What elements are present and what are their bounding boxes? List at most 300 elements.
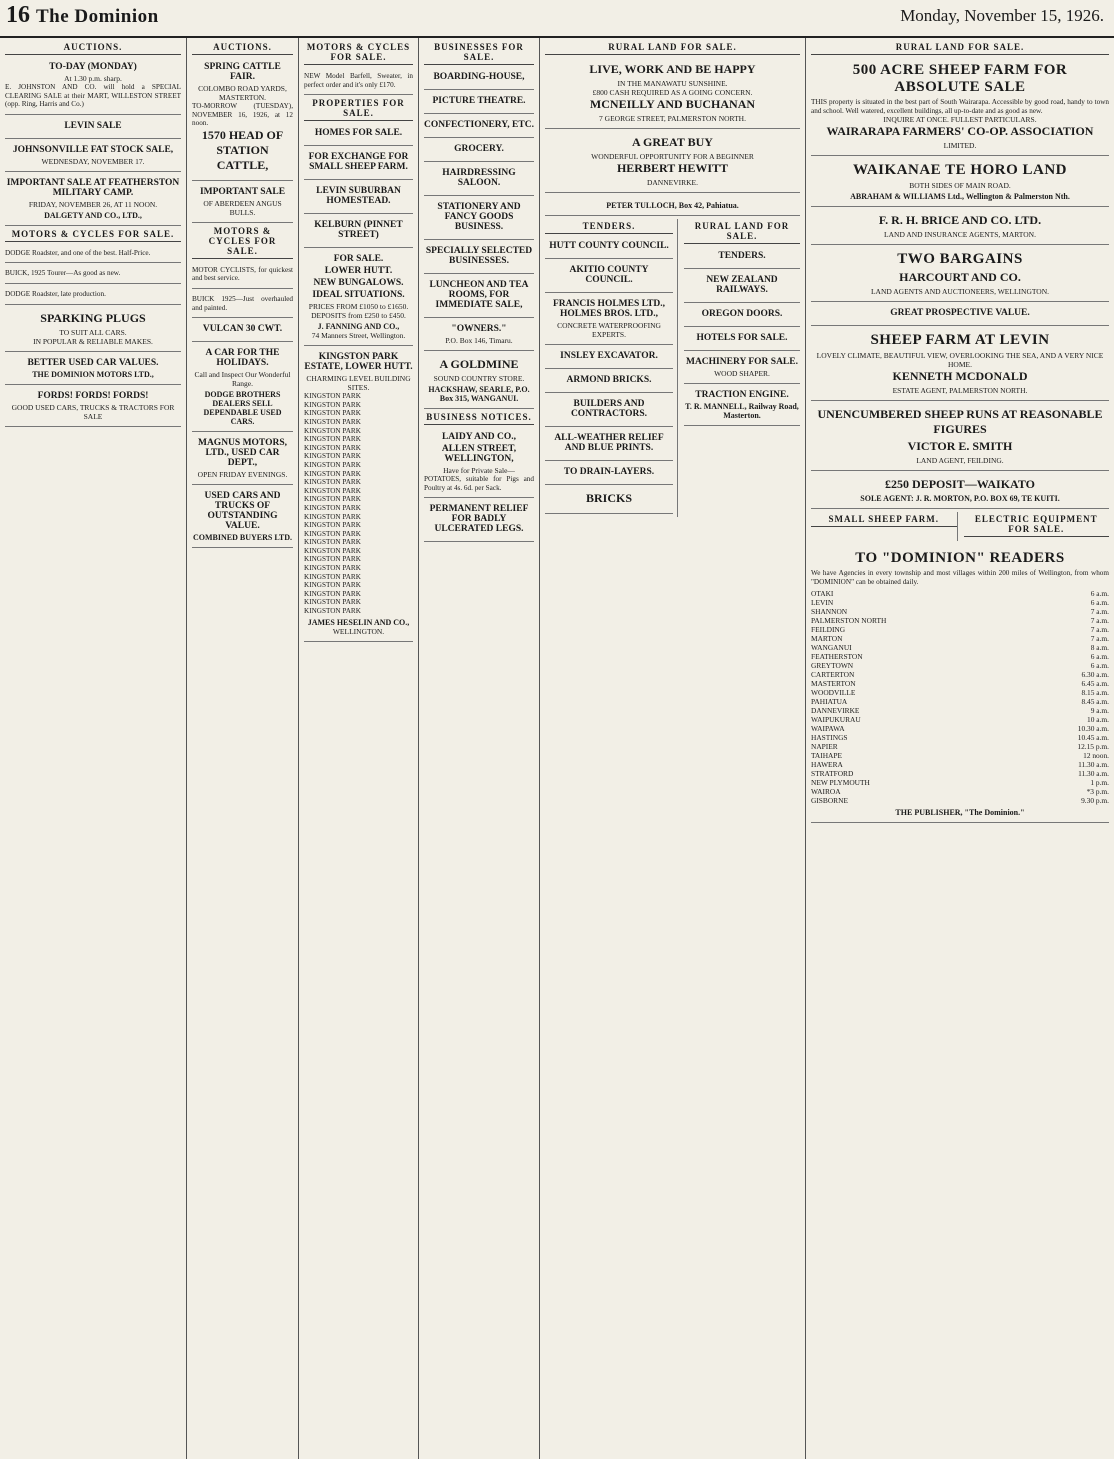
ad	[424, 93, 534, 114]
ad	[811, 305, 1109, 326]
ad-title: HOMES FOR SALE.	[314, 128, 403, 139]
ad-signature: DALGETY AND CO., LTD.,	[44, 210, 142, 220]
kingston-park-row: KINGSTON PARK	[304, 512, 361, 521]
ad	[304, 125, 413, 146]
ad-subtitle: DEPOSITS from £250 to £450.	[311, 311, 406, 321]
column-4	[419, 38, 540, 1459]
kingston-park-row: KINGSTON PARK	[304, 452, 361, 461]
kingston-park-row: KINGSTON PARK	[304, 503, 361, 512]
ad-subtitle: WONDERFUL OPPORTUNITY FOR A BEGINNER	[591, 152, 754, 161]
section-heading: ELECTRIC EQUIPMENT FOR SALE.	[964, 514, 1110, 537]
ad-signature: THE PUBLISHER, "The Dominion."	[895, 808, 1025, 818]
ad-title: MAGNUS MOTORS, LTD., USED CAR DEPT.,	[197, 438, 288, 469]
delivery-row	[811, 643, 1109, 652]
electric-equipment-column	[964, 512, 1110, 541]
rural-land-column	[684, 219, 800, 517]
ad-subtitle: IN POPULAR & RELIABLE MAKES.	[33, 336, 153, 346]
ad-signature: JAMES HESELIN AND CO.,	[307, 617, 410, 627]
ad-subtitle: SOUND COUNTRY STORE.	[433, 374, 525, 383]
ad	[545, 238, 673, 259]
ad-text: E. JOHNSTON AND CO. will hold a SPECIAL CLEARING SALE at their MART, WILLESTON STREET (opp. Ring, Harris and Co.)	[5, 83, 181, 109]
ad-title: IDEAL SITUATIONS.	[312, 290, 405, 301]
ad-text: BUICK, 1925 Tourer—As good as new.	[5, 269, 121, 278]
ad-title: LUNCHEON AND TEA ROOMS, FOR IMMEDIATE SALE,	[429, 280, 529, 310]
ad	[424, 69, 534, 90]
delivery-time: 10 a.m.	[1087, 715, 1109, 725]
ad-title: LEVIN SUBURBAN HOMESTEAD.	[316, 186, 401, 207]
delivery-row	[811, 796, 1109, 805]
delivery-place: NAPIER	[811, 742, 838, 752]
ad	[192, 292, 293, 318]
ad-subtitle: £800 CASH REQUIRED AS A GOING CONCERN.	[592, 88, 753, 97]
delivery-time: 8.45 a.m.	[1081, 697, 1109, 707]
page-number: 16	[6, 2, 30, 28]
ad-text: NEW Model Barfell, Sweater, in perfect order and it's only £170.	[304, 72, 413, 89]
ad-subtitle: ESTATE AGENT, PALMERSTON NORTH.	[892, 386, 1028, 396]
delivery-place: STRATFORD	[811, 769, 854, 779]
section-heading: TENDERS.	[545, 221, 673, 234]
ad-signature: HARCOURT AND CO.	[899, 270, 1021, 285]
kingston-park-list	[304, 392, 413, 615]
ad	[192, 435, 293, 485]
delivery-time: 6 a.m.	[1090, 652, 1109, 662]
kingston-park-row: KINGSTON PARK	[304, 392, 361, 401]
delivery-place: WAIROA	[811, 787, 841, 797]
delivery-time: 9.30 p.m.	[1081, 796, 1109, 806]
tenders-column	[545, 219, 678, 517]
ad-title: HAIRDRESSING SALOON.	[442, 168, 516, 188]
ad-title: LAIDY AND CO.,	[441, 432, 517, 442]
kingston-park-row: KINGSTON PARK	[304, 521, 361, 530]
ad	[811, 210, 1109, 245]
ad-title: GROCERY.	[454, 144, 504, 154]
section-heading: AUCTIONS.	[192, 42, 293, 55]
ad	[304, 217, 413, 248]
delivery-time: 6 a.m.	[1090, 661, 1109, 671]
ad-subtitle: DANNEVIRKE.	[646, 178, 699, 187]
ad	[424, 501, 534, 542]
delivery-time: 12 noon.	[1083, 751, 1109, 761]
column-3	[299, 38, 419, 1459]
ad	[5, 388, 181, 427]
ad-signature: J. FANNING AND CO.,	[317, 322, 400, 332]
delivery-place: GISBORNE	[811, 796, 848, 806]
ad	[684, 248, 800, 269]
ad	[684, 354, 800, 384]
ad-title: KELBURN (PINNET STREET)	[314, 220, 403, 241]
ad	[192, 345, 293, 432]
ad-subtitle: LIMITED.	[943, 141, 977, 151]
ad	[811, 248, 1109, 302]
ad	[424, 354, 534, 409]
ad-signature: VICTOR E. SMITH	[907, 439, 1013, 454]
ad-title: TO-DAY (MONDAY)	[49, 62, 137, 72]
ad	[5, 308, 181, 352]
section-heading: RURAL LAND FOR SALE.	[811, 42, 1109, 55]
delivery-time: 10.30 a.m.	[1077, 724, 1109, 734]
delivery-row	[811, 751, 1109, 760]
delivery-row	[811, 616, 1109, 625]
ad-title: TRACTION ENGINE.	[695, 390, 789, 400]
delivery-row	[811, 742, 1109, 751]
ad	[684, 387, 800, 426]
ad-signature: T. R. MANNELL, Railway Road, Masterton.	[685, 402, 799, 420]
kingston-park-row: KINGSTON PARK	[304, 460, 361, 469]
ad-title: USED CARS AND TRUCKS OF OUTSTANDING VALUE.	[204, 491, 281, 532]
ad	[424, 141, 534, 162]
delivery-time: 7 a.m.	[1090, 625, 1109, 635]
split-columns	[545, 219, 800, 517]
ad-subtitle: LAND AND INSURANCE AGENTS, MARTON.	[884, 230, 1036, 240]
ad	[5, 355, 181, 385]
kingston-park-row: KINGSTON PARK	[304, 581, 361, 590]
ad-title: £250 DEPOSIT—WAIKATO	[885, 477, 1035, 492]
delivery-place: FEATHERSTON	[811, 652, 863, 662]
ad-title: WAIKANAE TE HORO LAND	[852, 162, 1067, 179]
delivery-place: DANNEVIRKE	[811, 706, 860, 716]
ad-signature: COMBINED BUYERS LTD.	[192, 533, 293, 543]
ad-subtitle: 74 Manners Street, Wellington.	[311, 331, 406, 341]
ad-title: A GREAT BUY	[632, 135, 713, 149]
ad-subtitle: CONCRETE WATERPROOFING EXPERTS.	[557, 321, 661, 339]
ad-subtitle: Have for Private Sale—	[443, 466, 515, 475]
ad-subtitle: LOVELY CLIMATE, BEAUTIFUL VIEW, OVERLOOKING THE SEA, AND A VERY NICE HOME.	[816, 351, 1104, 370]
ad-title: ARMOND BRICKS.	[566, 375, 652, 385]
ad	[424, 165, 534, 196]
ad-text: DODGE Roadster, and one of the best. Half-Price.	[5, 248, 151, 257]
section-heading: BUSINESSES FOR SALE.	[424, 42, 534, 65]
ad-subtitle: INQUIRE AT ONCE. FULLEST PARTICULARS.	[883, 115, 1037, 125]
delivery-place: WAIPAWA	[811, 724, 845, 734]
ad-signature: HERBERT HEWITT	[616, 161, 729, 175]
delivery-place: OTAKI	[811, 589, 834, 599]
kingston-park-row: KINGSTON PARK	[304, 495, 361, 504]
ad-title: GREAT PROSPECTIVE VALUE.	[890, 308, 1030, 319]
ad-subtitle: BOTH SIDES OF MAIN ROAD.	[909, 181, 1011, 191]
column-1	[0, 38, 187, 1459]
delivery-place: LEVIN	[811, 598, 834, 608]
ad-title: SPARKING PLUGS	[40, 310, 146, 325]
ad	[545, 262, 673, 293]
delivery-place: FEILDING	[811, 625, 846, 635]
ad-title: NEW BUNGALOWS.	[313, 278, 404, 289]
ad	[5, 246, 181, 264]
delivery-time: 7 a.m.	[1090, 634, 1109, 644]
ad-title: ALLEN STREET, WELLINGTON,	[441, 444, 517, 464]
ad	[192, 488, 293, 548]
ad-title: PICTURE THEATRE.	[432, 96, 526, 106]
ad-text: MOTOR CYCLISTS, for quickest and best service.	[192, 265, 293, 283]
delivery-list	[811, 589, 1109, 805]
ad-subtitle: GOOD USED CARS, TRUCKS & TRACTORS FOR SALE	[11, 402, 175, 421]
ad	[5, 59, 181, 115]
section-heading: SMALL SHEEP FARM.	[811, 514, 957, 527]
ad	[192, 263, 293, 289]
kingston-park-row: KINGSTON PARK	[304, 598, 361, 607]
delivery-row	[811, 670, 1109, 679]
ad	[304, 251, 413, 346]
ad	[5, 142, 181, 172]
column-6	[806, 38, 1114, 1459]
ad-title: AKITIO COUNTY COUNCIL.	[569, 265, 649, 285]
delivery-time: 6 a.m.	[1090, 589, 1109, 599]
ad-signature: PETER TULLOCH, Box 42, Pahiatua.	[606, 201, 739, 210]
ad-subtitle: Call and Inspect Our Wonderful Range.	[194, 370, 291, 389]
ad-signature: SOLE AGENT: J. R. MORTON, P.O. BOX 69, TE KUITI.	[860, 494, 1060, 504]
delivery-place: HAWERA	[811, 760, 843, 770]
columns	[0, 38, 1114, 1459]
ad-title: INSLEY EXCAVATOR.	[560, 351, 658, 361]
ad-subtitle: 7 GEORGE STREET, PALMERSTON NORTH.	[599, 114, 746, 123]
delivery-row	[811, 697, 1109, 706]
delivery-row	[811, 607, 1109, 616]
ad-title: BOARDING-HOUSE,	[433, 72, 525, 82]
section-heading: AUCTIONS.	[5, 42, 181, 55]
page-date: Monday, November 15, 1926.	[900, 6, 1104, 25]
ad-text: TO-MORROW (TUESDAY), NOVEMBER 16, 1926, at 12 noon.	[192, 102, 293, 128]
ad-title: FRANCIS HOLMES LTD., HOLMES BROS. LTD.,	[552, 299, 666, 319]
ad-title: FOR SALE.	[333, 254, 384, 265]
kingston-park-row: KINGSTON PARK	[304, 538, 361, 547]
ad	[545, 396, 673, 427]
column-2	[187, 38, 299, 1459]
ad-text: POTATOES, suitable for Pigs and Poultry at 4s. 6d. per Sack.	[424, 475, 534, 492]
masthead: The Dominion	[36, 6, 159, 27]
ad-subtitle: OF ABERDEEN ANGUS BULLS.	[203, 198, 282, 217]
ad-title: LOWER HUTT.	[324, 266, 393, 277]
ad-title: "OWNERS."	[451, 324, 507, 334]
delivery-row	[811, 760, 1109, 769]
kingston-park-row: KINGSTON PARK	[304, 426, 361, 435]
ad-signature: HACKSHAW, SEARLE, P.O. Box 315, WANGANUI.	[428, 385, 530, 403]
section-heading: RURAL LAND FOR SALE.	[545, 42, 800, 55]
ad	[684, 330, 800, 351]
ad	[304, 349, 413, 641]
ad	[192, 321, 293, 342]
ad-text: THIS property is situated in the best part of South Wairarapa. Accessible by good road, handy to town and school. Well watered, excellent buildings, all up-to-date and as good as new.	[811, 98, 1109, 115]
ad	[545, 464, 673, 485]
ad-title: FOR EXCHANGE FOR SMALL SHEEP FARM.	[308, 152, 409, 173]
ad-subtitle: WELLINGTON.	[332, 626, 385, 636]
ad-subtitle: IN THE MANAWATU SUNSHINE.	[617, 79, 728, 88]
ad	[424, 429, 534, 498]
section-heading: RURAL LAND FOR SALE.	[684, 221, 800, 244]
ad	[684, 306, 800, 327]
delivery-time: 6.30 a.m.	[1081, 670, 1109, 680]
delivery-place: MARTON	[811, 634, 843, 644]
delivery-row	[811, 769, 1109, 778]
ad-title: JOHNSONVILLE FAT STOCK SALE,	[12, 144, 174, 155]
ad-signature: KENNETH MCDONALD	[892, 369, 1028, 384]
ad	[811, 547, 1109, 823]
ad	[424, 321, 534, 351]
ad-title: 500 ACRE SHEEP FARM FOR ABSOLUTE SALE	[852, 62, 1068, 95]
section-heading: BUSINESS NOTICES.	[424, 412, 534, 425]
ad-title: HOTELS FOR SALE.	[696, 333, 788, 343]
ad-text: We have Agencies in every township and most villages within 200 miles of Wellington, from whom "DOMINION" can be obtained daily.	[811, 569, 1109, 586]
ad-title: LIVE, WORK AND BE HAPPY	[589, 62, 756, 76]
section-heading: MOTORS & CYCLES FOR SALE.	[5, 229, 181, 242]
ad-subtitle: FRIDAY, NOVEMBER 26, AT 11 NOON.	[28, 199, 158, 209]
ad-subtitle: OPEN FRIDAY EVENINGS.	[197, 470, 288, 480]
delivery-time: 12.15 p.m.	[1077, 742, 1109, 752]
small-sheep-farm-column	[811, 512, 958, 541]
delivery-place: PAHIATUA	[811, 697, 848, 707]
ad-title: A GOLDMINE	[439, 357, 519, 371]
ad-signature: DODGE BROTHERS DEALERS SELL DEPENDABLE USED CARS.	[203, 390, 282, 427]
section-heading: MOTORS & CYCLES FOR SALE.	[192, 226, 293, 259]
ad-title: 1570 HEAD OF STATION CATTLE,	[201, 127, 284, 172]
delivery-row	[811, 589, 1109, 598]
delivery-row	[811, 634, 1109, 643]
kingston-park-row: KINGSTON PARK	[304, 546, 361, 555]
kingston-park-row: KINGSTON PARK	[304, 529, 361, 538]
ad	[545, 430, 673, 461]
split-columns	[811, 512, 1109, 541]
ad-title: NEW ZEALAND RAILWAYS.	[706, 275, 778, 295]
kingston-park-row: KINGSTON PARK	[304, 409, 361, 418]
delivery-row	[811, 706, 1109, 715]
kingston-park-row: KINGSTON PARK	[304, 478, 361, 487]
ad-subtitle: PRICES FROM £1050 to £1650.	[308, 302, 409, 312]
ad-signature: F. R. H. BRICE AND CO. LTD.	[878, 213, 1042, 228]
kingston-park-row: KINGSTON PARK	[304, 400, 361, 409]
delivery-row	[811, 679, 1109, 688]
kingston-park-row: KINGSTON PARK	[304, 572, 361, 581]
ad	[811, 329, 1109, 401]
ad	[684, 272, 800, 303]
ad-title: MACHINERY FOR SALE.	[685, 357, 798, 367]
ad-subtitle: WEDNESDAY, NOVEMBER 17.	[41, 156, 145, 166]
delivery-place: WANGANUI	[811, 643, 852, 653]
ad	[424, 243, 534, 274]
delivery-row	[811, 625, 1109, 634]
ad-title: TO DRAIN-LAYERS.	[563, 467, 655, 477]
delivery-place: WAIPUKURAU	[811, 715, 861, 725]
delivery-time: 1 p.m.	[1090, 778, 1109, 788]
delivery-place: MASTERTON	[811, 679, 856, 689]
ad	[545, 372, 673, 393]
ad-subtitle: WOOD SHAPER.	[714, 369, 770, 378]
delivery-row	[811, 715, 1109, 724]
ad-subtitle: LAND AGENTS AND AUCTIONEERS, WELLINGTON.	[870, 287, 1050, 297]
delivery-place: SHANNON	[811, 607, 848, 617]
delivery-row	[811, 724, 1109, 733]
ad	[5, 266, 181, 284]
delivery-time: *3 p.m.	[1086, 787, 1109, 797]
ad-title: FORDS! FORDS! FORDS!	[37, 390, 149, 401]
ad	[5, 175, 181, 226]
ad-title: KINGSTON PARK ESTATE, LOWER HUTT.	[304, 352, 413, 373]
column-5	[540, 38, 806, 1459]
delivery-time: 8 a.m.	[1090, 643, 1109, 653]
kingston-park-row: KINGSTON PARK	[304, 555, 361, 564]
kingston-park-row: KINGSTON PARK	[304, 564, 361, 573]
ad-title: LEVIN SALE	[64, 120, 122, 131]
kingston-park-row: KINGSTON PARK	[304, 469, 361, 478]
delivery-place: PALMERSTON NORTH	[811, 616, 887, 626]
ad-title: HUTT COUNTY COUNCIL.	[549, 241, 669, 251]
ad-title: BUILDERS AND CONTRACTORS.	[570, 399, 648, 419]
ad	[424, 117, 534, 138]
ad-signature: WAIRARAPA FARMERS' CO-OP. ASSOCIATION	[826, 124, 1094, 139]
ad-signature: ABRAHAM & WILLIAMS Ltd., Wellington & Palmerston Nth.	[850, 192, 1070, 202]
kingston-park-row: KINGSTON PARK	[304, 486, 361, 495]
ad-subtitle: P.O. Box 146, Timaru.	[445, 336, 513, 345]
section-heading: MOTORS & CYCLES FOR SALE.	[304, 42, 413, 65]
delivery-time: 7 a.m.	[1090, 616, 1109, 626]
delivery-place: NEW PLYMOUTH	[811, 778, 870, 788]
ad-subtitle: CHARMING LEVEL BUILDING SITES.	[306, 374, 411, 393]
kingston-park-row: KINGSTON PARK	[304, 589, 361, 598]
delivery-time: 7 a.m.	[1090, 607, 1109, 617]
delivery-time: 11.30 a.m.	[1078, 760, 1109, 770]
delivery-place: HASTINGS	[811, 733, 848, 743]
ad-title: TENDERS.	[718, 251, 766, 261]
ad	[5, 287, 181, 305]
ad-text: DODGE Roadster, late production.	[5, 289, 106, 298]
ad-title: SPECIALLY SELECTED BUSINESSES.	[425, 246, 533, 266]
ad	[304, 149, 413, 180]
ad-title: BRICKS	[585, 491, 632, 505]
ad-text: BUICK 1925—Just overhauled and painted.	[192, 294, 293, 312]
ad	[424, 277, 534, 318]
ad	[811, 59, 1109, 156]
kingston-park-row: KINGSTON PARK	[304, 607, 361, 616]
delivery-row	[811, 778, 1109, 787]
delivery-place: TAIHAPE	[811, 751, 843, 761]
ad-title: STATIONERY AND FANCY GOODS BUSINESS.	[437, 202, 521, 232]
ad	[545, 59, 800, 129]
ad-title: BETTER USED CAR VALUES.	[27, 357, 159, 368]
delivery-time: 6.45 a.m.	[1081, 679, 1109, 689]
ad-title: TWO BARGAINS	[897, 251, 1023, 268]
kingston-park-row: KINGSTON PARK	[304, 417, 361, 426]
delivery-row	[811, 652, 1109, 661]
ad-title: IMPORTANT SALE AT FEATHERSTON MILITARY CAMP.	[6, 177, 180, 198]
ad	[304, 183, 413, 214]
ad-subtitle: TO SUIT ALL CARS.	[59, 327, 127, 337]
ad	[192, 184, 293, 223]
ad	[811, 474, 1109, 509]
ad-title: UNENCUMBERED SHEEP RUNS AT REASONABLE FIGURES	[817, 407, 1103, 437]
ad	[192, 59, 293, 181]
ad	[304, 69, 413, 95]
delivery-time: 8.15 a.m.	[1081, 688, 1109, 698]
ad-title: PERMANENT RELIEF FOR BADLY ULCERATED LEGS.	[429, 504, 529, 535]
ad-title: TO "DOMINION" READERS	[855, 550, 1065, 567]
ad	[545, 132, 800, 193]
ad-subtitle: LAND AGENT, FEILDING.	[916, 456, 1004, 466]
delivery-place: GREYTOWN	[811, 661, 854, 671]
ad-title: SHEEP FARM AT LEVIN	[870, 332, 1050, 349]
ad-title: IMPORTANT SALE	[199, 186, 286, 197]
ad-title: CONFECTIONERY, ETC.	[424, 120, 534, 130]
ad-subtitle: COLOMBO ROAD YARDS, MASTERTON.	[198, 84, 287, 102]
ad	[545, 196, 800, 216]
delivery-time: 11.30 a.m.	[1078, 769, 1109, 779]
delivery-row	[811, 733, 1109, 742]
ad-title: SPRING CATTLE FAIR.	[204, 62, 281, 82]
ad-signature: THE DOMINION MOTORS LTD.,	[32, 369, 154, 379]
delivery-row	[811, 688, 1109, 697]
ad-title: ALL-WEATHER RELIEF AND BLUE PRINTS.	[554, 433, 664, 453]
ad	[545, 348, 673, 369]
delivery-place: WOODVILLE	[811, 688, 856, 698]
ad	[5, 118, 181, 139]
ad	[811, 159, 1109, 207]
kingston-park-row: KINGSTON PARK	[304, 435, 361, 444]
